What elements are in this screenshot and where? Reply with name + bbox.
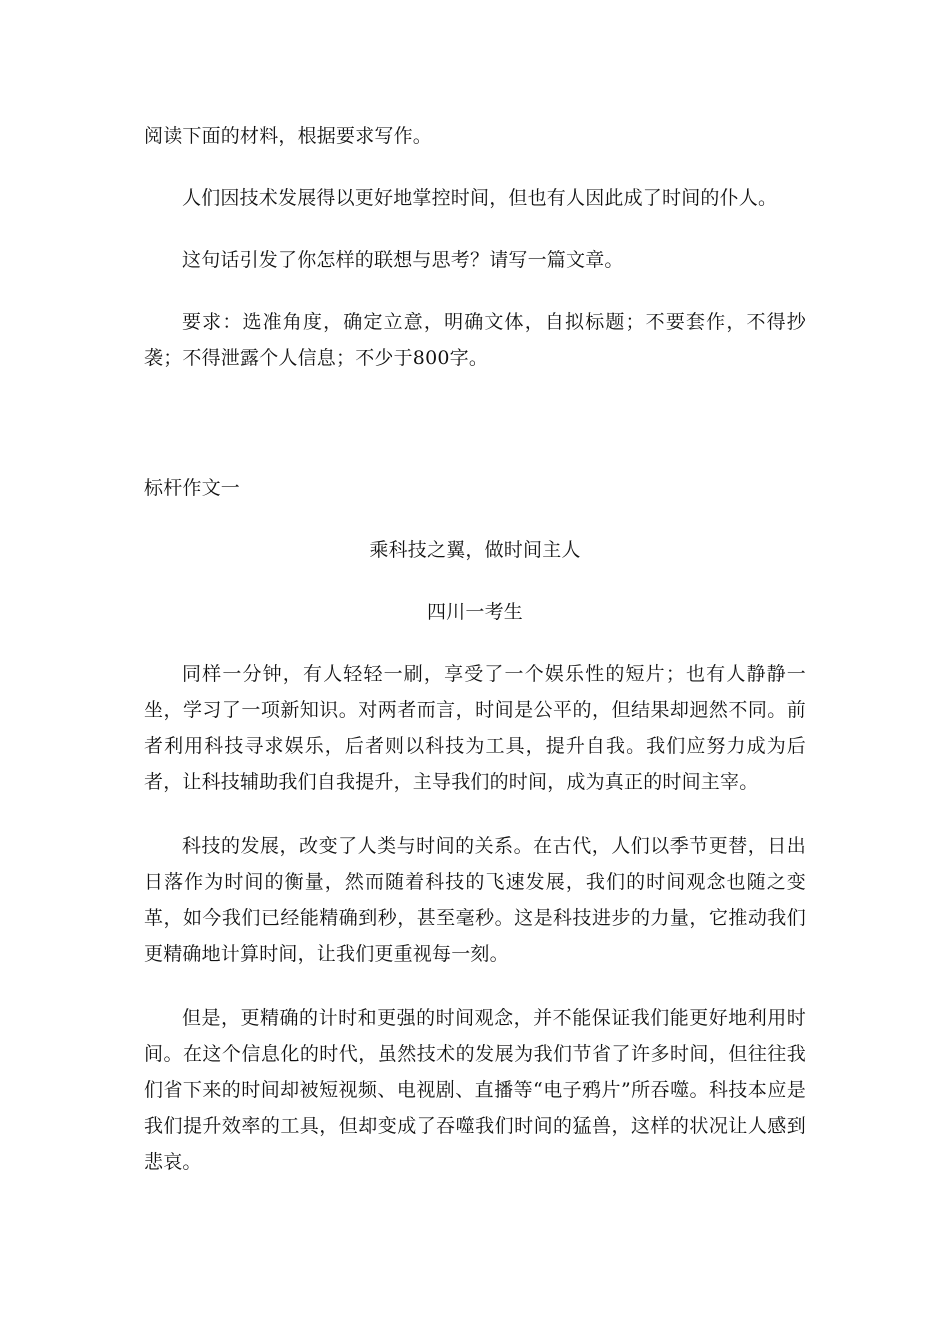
essay-paragraph-2: 科技的发展，改变了人类与时间的关系。在古代，人们以季节更替，日出日落作为时间的衡量，然而随着科技的飞速发展，我们的时间观念也随之变革，如今我们已经能精确到秒，甚至毫秒。这是科技进步的力量，它推动我们更精确地计算时间，让我们更重视每一刻。 xyxy=(144,835,806,965)
essay-paragraph-1: 同样一分钟，有人轻轻一刷，享受了一个娱乐性的短片；也有人静静一坐，学习了一项新知识。对两者而言，时间是公平的，但结果却迥然不同。前者利用科技寻求娱乐，后者则以科技为工具，提升自我。我们应努力成为后者，让科技辅助我们自我提升，主导我们的时间，成为真正的时间主宰。 xyxy=(144,663,806,793)
essay-section-label: 标杆作文一 xyxy=(144,477,241,499)
prompt-material: 人们因技术发展得以更好地掌控时间，但也有人因此成了时间的仆人。 xyxy=(182,187,778,209)
essay-title: 乘科技之翼，做时间主人 xyxy=(369,539,581,561)
prompt-requirements: 要求：选准角度，确定立意，明确文体，自拟标题；不要套作，不得抄袭；不得泄露个人信息；不少于800字。 xyxy=(144,311,806,369)
essay-paragraph-3: 但是，更精确的计时和更强的时间观念，并不能保证我们能更好地利用时间。在这个信息化的时代，虽然技术的发展为我们节省了许多时间，但往往我们省下来的时间却被短视频、电视剧、直播等“电子鸦片”所吞噬。科技本应是我们提升效率的工具，但却变成了吞噬我们时间的猛兽，这样的状况让人感到悲哀。 xyxy=(144,1007,806,1173)
prompt-instruction: 阅读下面的材料，根据要求写作。 xyxy=(144,125,433,147)
essay-author: 四川一考生 xyxy=(426,601,523,623)
prompt-question: 这句话引发了你怎样的联想与思考？请写一篇文章。 xyxy=(182,249,624,271)
document-body xyxy=(144,118,806,1180)
